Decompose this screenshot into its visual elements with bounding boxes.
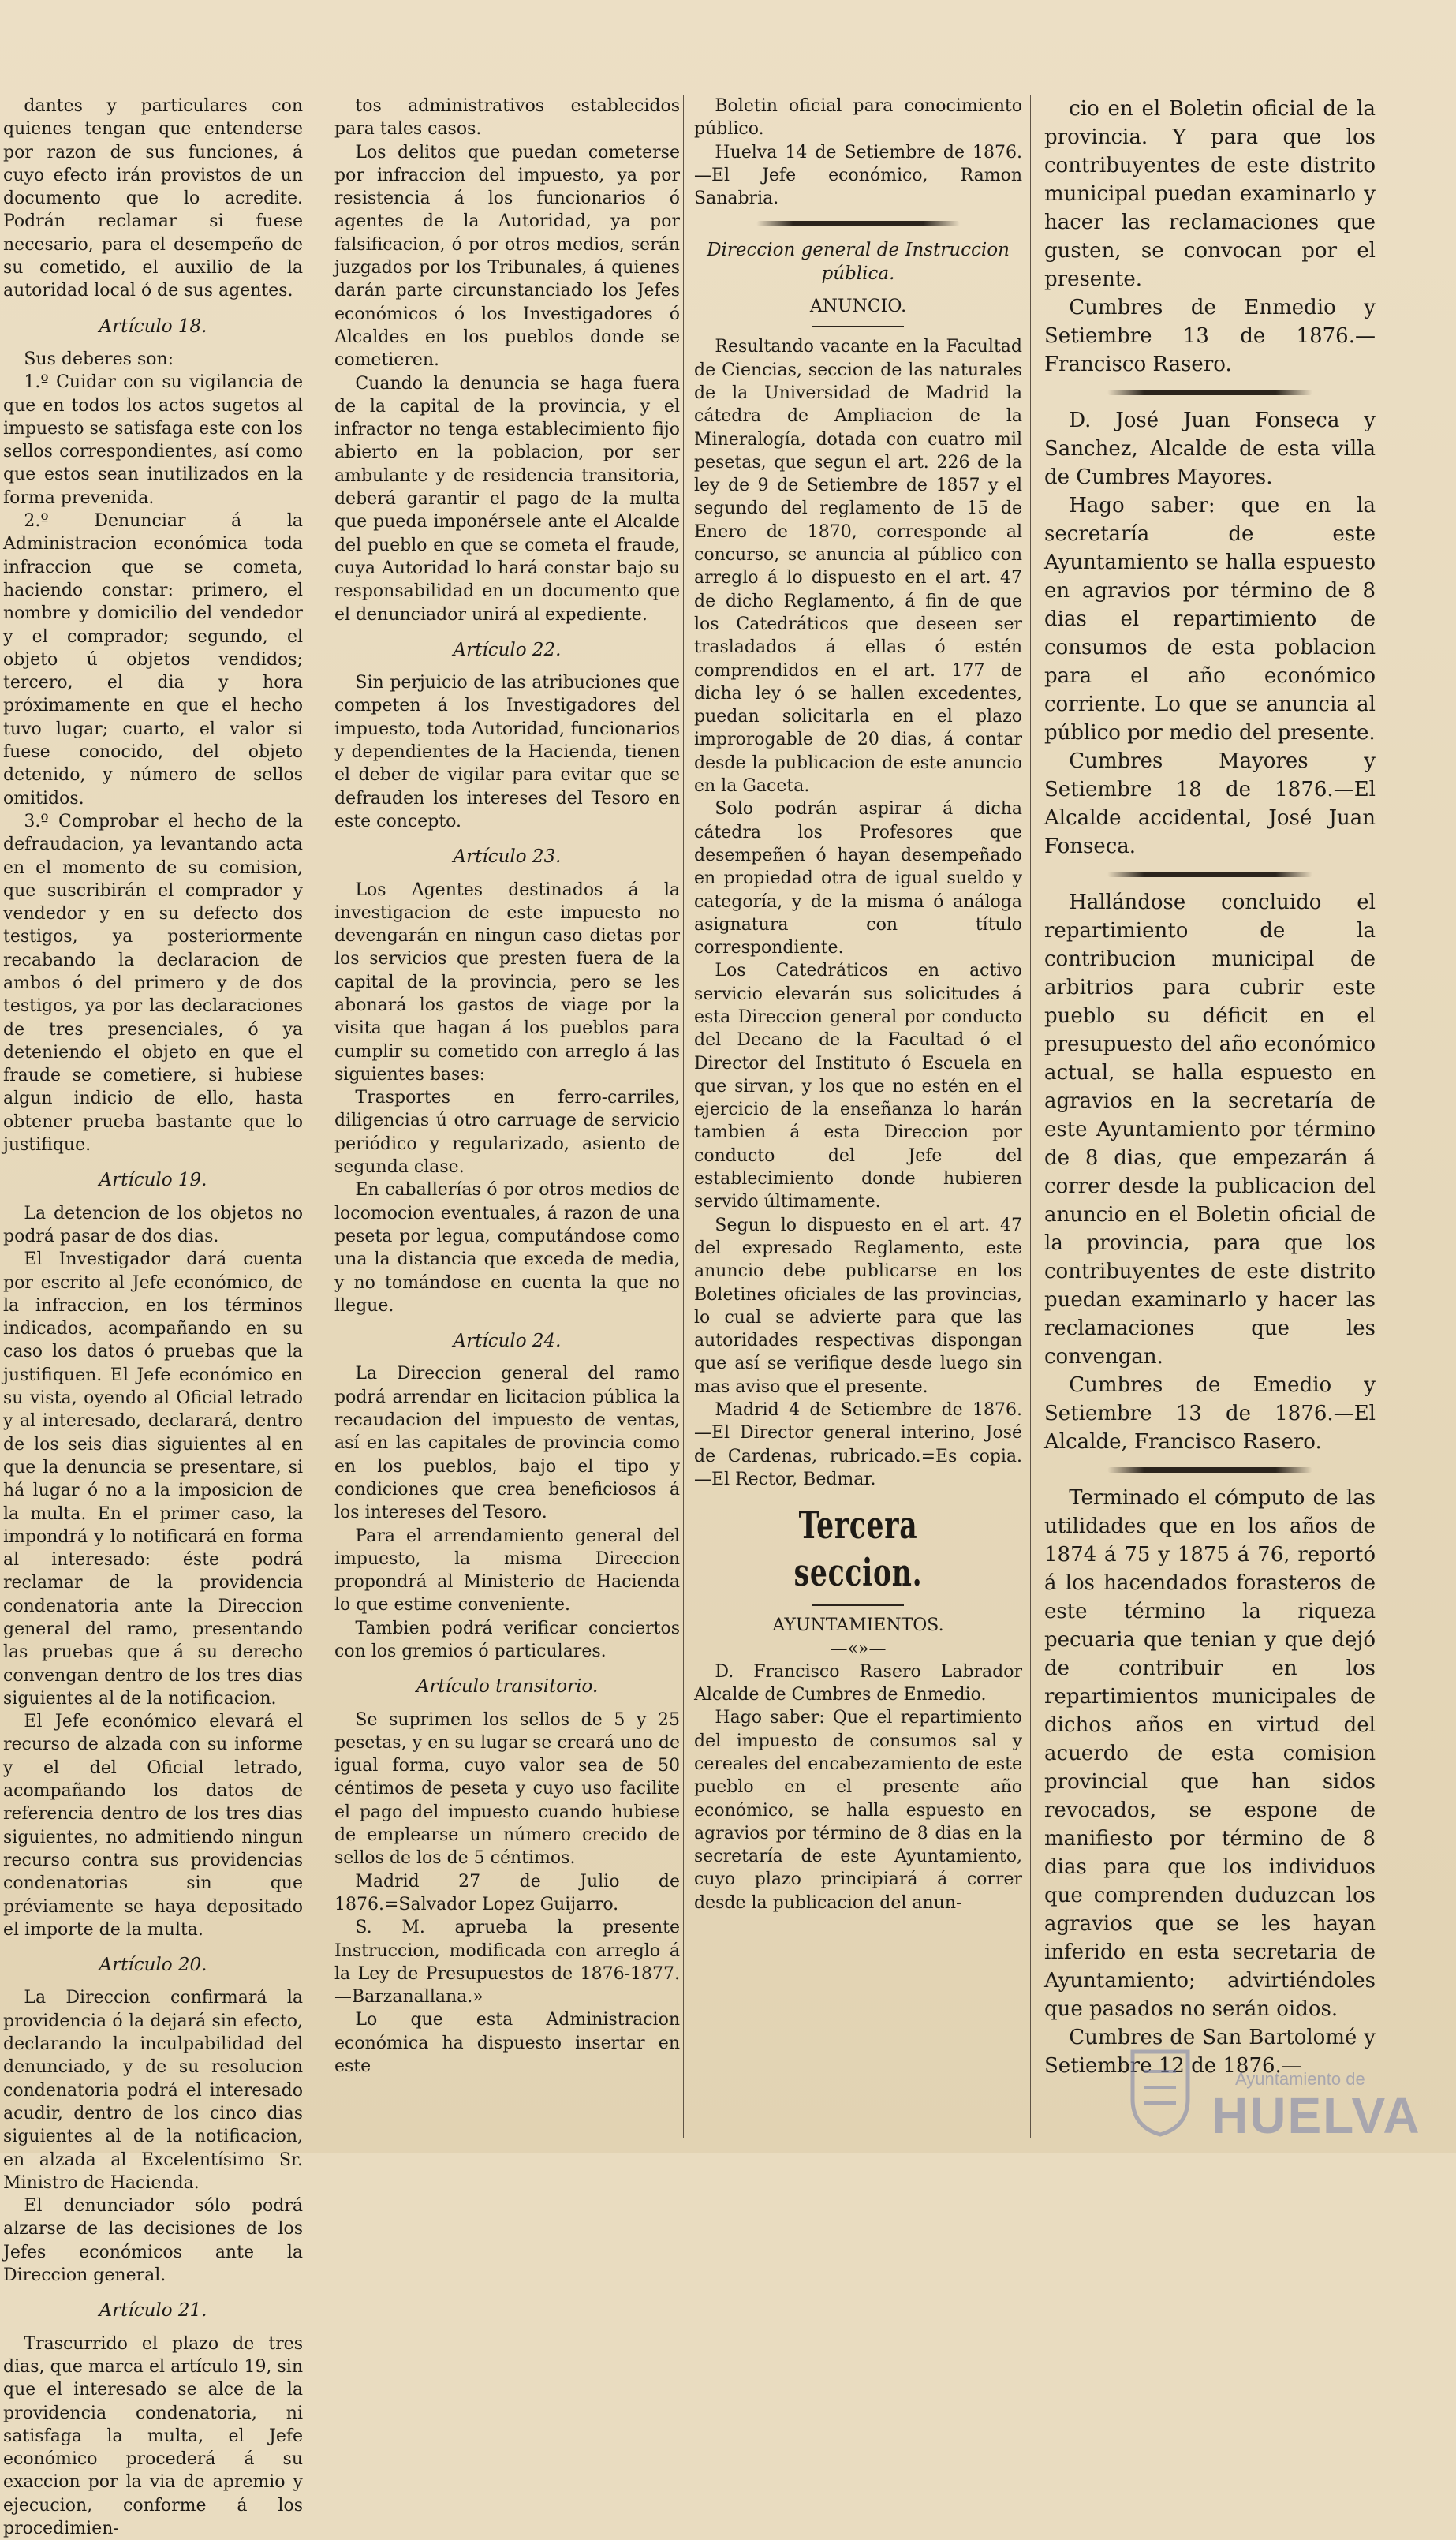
article-heading: Artículo 23. [453, 846, 562, 868]
paragraph: tos administrativos establecidos para tales casos. [334, 96, 680, 140]
paragraph: La Direccion general del ramo podrá arrendar en licitacion pública la recaudacion del impuesto de ventas, así en las capitales de provincia como en los pueblos, bajo el tipo y condiciones que crea beneficiosos á los intereses del Tesoro. [334, 1364, 680, 1523]
article-heading: Artículo 22. [453, 639, 562, 660]
centered-heading: AYUNTAMIENTOS. [772, 1616, 944, 1636]
watermark-line1: Ayuntamiento de [1235, 2069, 1365, 2089]
separator-rule [1107, 1467, 1312, 1473]
paragraph: Lo que esta Administracion económica ha dispuesto insertar en este [334, 2010, 680, 2077]
paragraph: Hago saber: que en la secretaría de este Ayuntamiento se halla espuesto en agravios por término de 8 dias el repartimiento de consumos de esta poblacion para el año económico corriente. Lo que se anuncia al público por medio del presente. [1044, 494, 1376, 745]
separator-rule [812, 1604, 904, 1606]
paragraph: Madrid 4 de Setiembre de 1876. —El Director general interino, José de Cardenas, rubricado.=Es copia. —El Rector, Bedmar. [694, 1400, 1022, 1489]
section-heading: Tercera seccion. [793, 1503, 923, 1596]
paragraph: D. Francisco Rasero Labrador Alcalde de Cumbres de Enmedio. [694, 1661, 1022, 1705]
paragraph: Para el arrendamiento general del impuesto, la misma Direccion propondrá al Ministerio de Hacienda lo que estime conveniente. [334, 1526, 680, 1616]
archive-watermark [1125, 2039, 1432, 2146]
column-1 [3, 95, 303, 2538]
column-3 [694, 95, 1022, 2146]
centered-heading: ANUNCIO. [809, 297, 907, 317]
separator-rule [1107, 872, 1312, 877]
paragraph: Cumbres Mayores y Setiembre 18 de 1876.—El Alcalde accidental, José Juan Fonseca. [1044, 749, 1376, 858]
paragraph: Cumbres de San Bartolomé y Setiembre 12 de 1876.— [1044, 2026, 1376, 2078]
paragraph: Hallándose concluido el repartimiento de la contribucion municipal de arbitrios para cubrir este pueblo su déficit en el presupuesto del año económico actual, se halla espuesto en agravios en la secretaría de este Ayuntamiento por término de 8 dias, que empezarán á correr desde la publicacion del anuncio en el Boletin oficial de la provincia, para que los contribuyentes de este distrito puedan examinarlo y hacer las reclamaciones que les convengan. [1044, 891, 1376, 1369]
paragraph: El Investigador dará cuenta por escrito al Jefe económico, de la infraccion, en los términos indicados, acompañando en su caso los datos ó pruebas que la justifiquen. El Jefe económico en su vista, oyendo al Oficial letrado y al interesado, declarará, dentro de los seis dias siguientes al en que la denuncia se presentare, si há lugar ó no a la imposicion de la multa. En el primer caso, la impondrá y lo notificará en forma al interesado: éste podrá reclamar de la providencia condenatoria ante la Direccion general del ramo, presentando las pruebas que á su derecho convengan dentro de los tres dias siguientes al de la notificacion. [3, 1249, 303, 1709]
paragraph: 2.º Denunciar á la Administracion económica toda infraccion que se cometa, haciendo constar: primero, el nombre y domicilio del vendedor y el comprador; segundo, el objeto ú objetos vendidos; tercero, el dia y hora próximamente en que el hecho tuvo lugar; cuarto, el valor si fuese conocido, del objeto detenido, y número de sellos omitidos. [3, 511, 303, 809]
paragraph: cio en el Boletin oficial de la provincia. Y para que los contribuyentes de este distrito municipal puedan examinarlo y hacer las reclamaciones que gusten, se convocan por el presente. [1044, 97, 1376, 291]
paragraph: D. José Juan Fonseca y Sanchez, Alcalde de esta villa de Cumbres Mayores. [1044, 409, 1376, 489]
paragraph: Los Catedráticos en activo servicio elevarán sus solicitudes á esta Direccion general por conducto del Decano de la Facultad ó el Director del Instituto ó Escuela en que sirvan, y los que no estén en el ejercicio de la enseñanza lo harán tambien á esta Direccion por conducto del Jefe del establecimiento donde hubieren servido últimamente. [694, 961, 1022, 1212]
separator-rule [756, 221, 960, 226]
paragraph: Sus deberes son: [24, 349, 174, 369]
paragraph: dantes y particulares con quienes tengan que entenderse por razon de sus funciones, á cuyo efecto irán provistos de un documento que lo acredite. Podrán reclamar si fuese necesario, para el desempeño de su cometido, el auxilio de la autoridad local ó de sus agentes. [3, 96, 303, 301]
article-heading: Artículo 20. [99, 1955, 207, 1976]
paragraph: Trascurrido el plazo de tres dias, que marca el artículo 19, sin que el interesado se alce de la providencia condenatoria, ni satisfaga la multa, el Jefe económico procederá á su exaccion por la via de apremio y ejecucion, conforme á los procedimien- [3, 2333, 303, 2538]
paragraph: La detencion de los objetos no podrá pasar de dos dias. [3, 1203, 303, 1246]
paragraph: Boletin oficial para conocimiento público. [694, 96, 1022, 140]
article-heading: Artículo 18. [99, 316, 207, 337]
centered-heading: —«»— [830, 1638, 887, 1659]
watermark-line2: HUELVA [1211, 2087, 1421, 2144]
paragraph: 1.º Cuidar con su vigilancia de que en todos los actos sugetos al impuesto se satisfaga este con los sellos correspondientes, así como que estos sean inutilizados en la forma prevenida. [3, 372, 303, 508]
paragraph: Huelva 14 de Setiembre de 1876. —El Jefe económico, Ramon Sanabria. [694, 142, 1022, 209]
column-rule [1030, 95, 1031, 2138]
paragraph: Cumbres de Emedio y Setiembre 13 de 1876.—El Alcalde, Francisco Rasero. [1044, 1373, 1376, 1454]
paragraph: El denunciador sólo podrá alzarse de las decisiones de los Jefes económicos ante la Direccion general. [3, 2196, 303, 2286]
paragraph: Trasportes en ferro-carriles, diligencias ú otro carruage de servicio periódico y regularizado, asiento de segunda clase. [334, 1088, 680, 1178]
column-2 [334, 95, 680, 2146]
article-heading: Artículo 24. [453, 1331, 562, 1352]
article-heading: Artículo 19. [99, 1170, 207, 1191]
paragraph: Segun lo dispuesto en el art. 47 del expresado Reglamento, este anuncio debe publicarse en los Boletines oficiales de las provincias, lo cual se advierte para que las autoridades respectivas dispongan que así se verifique desde luego sin mas aviso que el presente. [694, 1215, 1022, 1397]
paragraph: Solo podrán aspirar á dicha cátedra los Profesores que desempeñen ó hayan desempeñado en propiedad otra de igual sueldo y categoría, y de la misma ó análoga asignatura con título correspondiente. [694, 799, 1022, 958]
paragraph: Sin perjuicio de las atribuciones que competen á los Investigadores del impuesto, toda Autoridad, funcionarios y dependientes de la Hacienda, tienen el deber de vigilar para evitar que se defrauden los intereses del Tesoro en este concepto. [334, 673, 680, 831]
paragraph: Se suprimen los sellos de 5 y 25 pesetas, y en su lugar se creará uno de igual forma, cuyo valor sea de 50 céntimos de peseta y cuyo uso facilite el pago del impuesto cuando hubiese de emplearse un número crecido de sellos de los de 5 céntimos. [334, 1709, 680, 1869]
paragraph: En caballerías ó por otros medios de locomocion eventuales, á razon de una peseta por legua, computándose como una la distancia que exceda de media, y no tomándose en cuenta la que no llegue. [334, 1180, 680, 1316]
paragraph: Cuando la denuncia se haga fuera de la capital de la provincia, y el infractor no tenga establecimiento fijo abierto en la poblacion, por ser ambulante y de residencia transitoria, deberá garantir el pago de la multa que pueda imponérsele ante el Alcalde del pueblo en que se cometa el fraude, cuya Autoridad lo hará constar bajo su responsabilidad en un documento que el denunciador unirá al expediente. [334, 373, 680, 625]
paragraph: S. M. aprueba la presente Instruccion, modificada con arreglo á la Ley de Presupuestos de 1876-1877.—Barzanallana.» [334, 1918, 680, 2008]
paragraph: Terminado el cómputo de las utilidades que en los años de 1874 á 75 y 1875 á 76, reportó á los hacendados forasteros de este término la riqueza pecuaria que tenian y que dejó de contribuir en los repartimientos municipales de dichos años en virtud del acuerdo de esta comision provincial que han sidos revocados, se espone de manifiesto por término de 8 dias para que los individuos que comprenden duduzcan los agravios que se les hayan inferido en esta secretaria de Ayuntamiento; advirtiéndoles que pasados no serán oidos. [1044, 1486, 1376, 2021]
separator-rule [1107, 390, 1312, 395]
article-heading: Artículo 21. [99, 2300, 207, 2321]
paragraph: Hago saber: Que el repartimiento del impuesto de consumos sal y cereales del encabezamiento de este pueblo en el presente año económico, se halla espuesto en agravios por término de 8 dias en la secretaría de este Ayuntamiento, cuyo plazo principiará á correr desde la publicacion del anun- [694, 1708, 1022, 1913]
column-rule [683, 95, 684, 2138]
column-4 [1044, 95, 1376, 2146]
paragraph: Los delitos que puedan cometerse por infraccion del impuesto, ya por resistencia á los funcionarios ó agentes de la Autoridad, ya por falsificacion, ó por otros medios, serán juzgados por los Tribunales, á quienes darán parte circunstanciado los Jefes económicos ó los Investigadores ó Alcaldes en los pueblos donde se cometieren. [334, 142, 680, 371]
paragraph: Resultando vacante en la Facultad de Ciencias, seccion de las naturales de la Universidad de Madrid la cátedra de Ampliacion de la Mineralogía, dotada con cuatro mil pesetas, que segun el art. 226 de la ley de 9 de Setiembre de 1857 y el segundo del reglamento de 15 de Enero de 1870, corresponde al concurso, se anuncia al público con arreglo á lo dispuesto en el art. 47 de dicho Reglamento, á fin de que los Catedráticos que deseen ser trasladados á ellas ó estén comprendidos en el art. 177 de dicha ley ó se hallen excedentes, puedan solicitarla en el plazo improrogable de 20 dias, á contar desde la publicacion de este anuncio en la Gaceta. [694, 337, 1022, 797]
paragraph: 3.º Comprobar el hecho de la defraudacion, ya levantando acta en el momento de su comision, que suscribirán el comprador y vendedor y en su defecto dos testigos, ya posteriormente recabando la declaracion de ambos ó del primero y de dos testigos, ya por las declaraciones de tres presenciales, ó ya deteniendo el objeto en que el fraude se cometiere, si hubiese algun indicio de ello, hasta obtener prueba bastante que lo justifique. [3, 811, 303, 1156]
coat-of-arms-icon [1125, 2044, 1196, 2138]
article-heading: Artículo transitorio. [416, 1676, 599, 1698]
paragraph: Tambien podrá verificar conciertos con los gremios ó particulares. [334, 1618, 680, 1661]
separator-rule [812, 326, 904, 327]
paragraph: El Jefe económico elevará el recurso de alzada con su informe y el del Oficial letrado, acompañando los datos de referencia dentro de los tres dias siguientes, no admitiendo ningun recurso contra sus providencias condenatorias sin que préviamente se haya depositado el importe de la multa. [3, 1712, 303, 1940]
paragraph: Los Agentes destinados á la investigacion de este impuesto no devengarán en ningun caso dietas por los servicios que presten fuera de la capital de la provincia, pero se les abonará los gastos de viage por la visita que hagan á los pueblos para cumplir su cometido con arreglo á las siguientes bases: [334, 880, 680, 1085]
article-heading: Direccion general de Instruccion pública. [707, 240, 1010, 284]
paragraph: Cumbres de Enmedio y Setiembre 13 de 1876.—Francisco Rasero. [1044, 296, 1376, 376]
paragraph: La Direccion confirmará la providencia ó la dejará sin efecto, declarando la inculpabilidad del denunciado, y de su resolucion condenatoria podrá el interesado acudir, dentro de los cinco dias siguientes al de la notificacion, en alzada al Excelentísimo Sr. Ministro de Hacienda. [3, 1988, 303, 2193]
paragraph: Madrid 27 de Julio de 1876.=Salvador Lopez Guijarro. [334, 1871, 680, 1914]
